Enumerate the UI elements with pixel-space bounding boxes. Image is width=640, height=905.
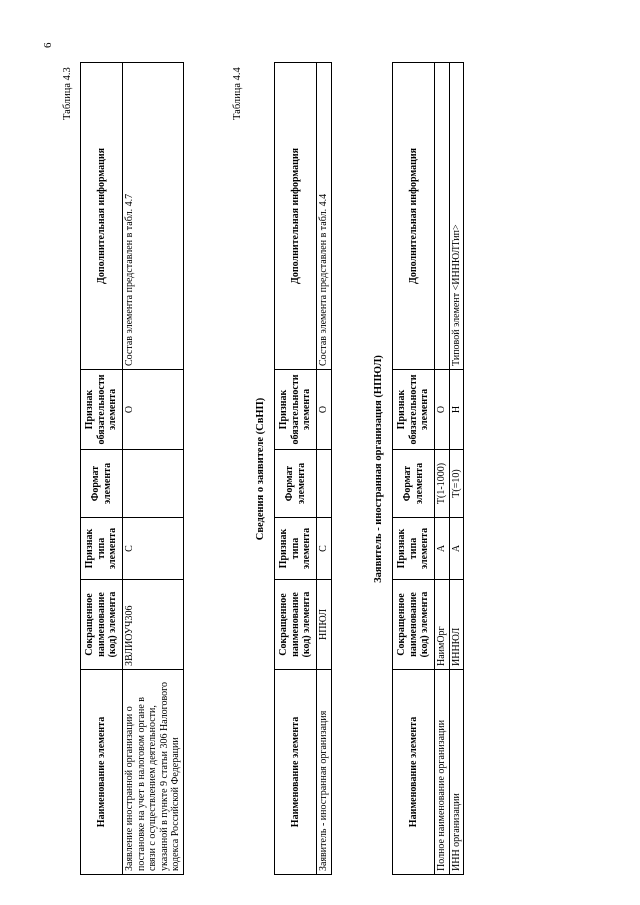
col-header-type: Признак типа элемента	[81, 518, 123, 580]
cell-name: Заявитель - иностранная организация	[317, 670, 332, 875]
table-label-4-3: Таблица 4.3	[62, 67, 73, 120]
cell-type: С	[123, 518, 184, 580]
cell-format	[317, 450, 332, 518]
col-header-type: Признак типа элемента	[393, 518, 435, 580]
col-header-code: Сокращенное наименование (код) элемента	[275, 580, 317, 670]
cell-type: А	[449, 518, 464, 580]
table-row	[123, 63, 184, 875]
col-header-type: Признак типа элемента	[275, 518, 317, 580]
table-header-row	[275, 63, 317, 875]
col-header-name: Наименование элемента	[393, 670, 435, 875]
table-header-row	[81, 63, 123, 875]
cell-format: T(=10)	[449, 450, 464, 518]
cell-code: НаимОрг	[435, 580, 450, 670]
section-heading-svnp: Сведения о заявителе (СвНП)	[255, 397, 266, 541]
table-svnp	[274, 62, 332, 875]
table-row	[435, 63, 450, 875]
col-header-info: Дополнительная информация	[275, 63, 317, 370]
cell-code: НПЮЛ	[317, 580, 332, 670]
cell-type: С	[317, 518, 332, 580]
cell-name: Заявление иностранной организации о постановке на учет в налоговом органе в связи с осуществлением деятельности, указанной в пункте 9 статьи 306 Налогового кодекса Российской Федерации	[123, 670, 184, 875]
col-header-format: Формат элемента	[81, 450, 123, 518]
cell-info: Состав элемента представлен в табл. 4.7	[123, 63, 184, 370]
cell-format: T(1-1000)	[435, 450, 450, 518]
col-header-required: Признак обязательности элемента	[275, 370, 317, 450]
cell-info: Состав элемента представлен в табл. 4.4	[317, 63, 332, 370]
col-header-format: Формат элемента	[275, 450, 317, 518]
table-header-row	[393, 63, 435, 875]
col-header-format: Формат элемента	[393, 450, 435, 518]
cell-info: Типовой элемент <ИННЮЛТип>	[449, 63, 464, 370]
col-header-name: Наименование элемента	[81, 670, 123, 875]
table-row	[449, 63, 464, 875]
cell-name: ИНН организации	[449, 670, 464, 875]
col-header-required: Признак обязательности элемента	[393, 370, 435, 450]
col-header-code: Сокращенное наименование (код) элемента	[81, 580, 123, 670]
cell-name: Полное наименование организации	[435, 670, 450, 875]
table-npyul	[392, 62, 464, 875]
cell-code: ЗВЛИОУЧ306	[123, 580, 184, 670]
col-header-name: Наименование элемента	[275, 670, 317, 875]
table-label-4-4: Таблица 4.4	[232, 67, 243, 120]
col-header-code: Сокращенное наименование (код) элемента	[393, 580, 435, 670]
col-header-required: Признак обязательности элемента	[81, 370, 123, 450]
table-4-3	[80, 62, 184, 875]
section-heading-npyul: Заявитель - иностранная организация (НПЮЛ)	[373, 355, 384, 583]
cell-required: О	[123, 370, 184, 450]
page-number: 6	[42, 42, 54, 48]
cell-code: ИННЮЛ	[449, 580, 464, 670]
cell-type: А	[435, 518, 450, 580]
cell-required: О	[435, 370, 450, 450]
cell-info	[435, 63, 450, 370]
col-header-info: Дополнительная информация	[393, 63, 435, 370]
table-row	[317, 63, 332, 875]
col-header-info: Дополнительная информация	[81, 63, 123, 370]
cell-format	[123, 450, 184, 518]
cell-required: Н	[449, 370, 464, 450]
cell-required: О	[317, 370, 332, 450]
